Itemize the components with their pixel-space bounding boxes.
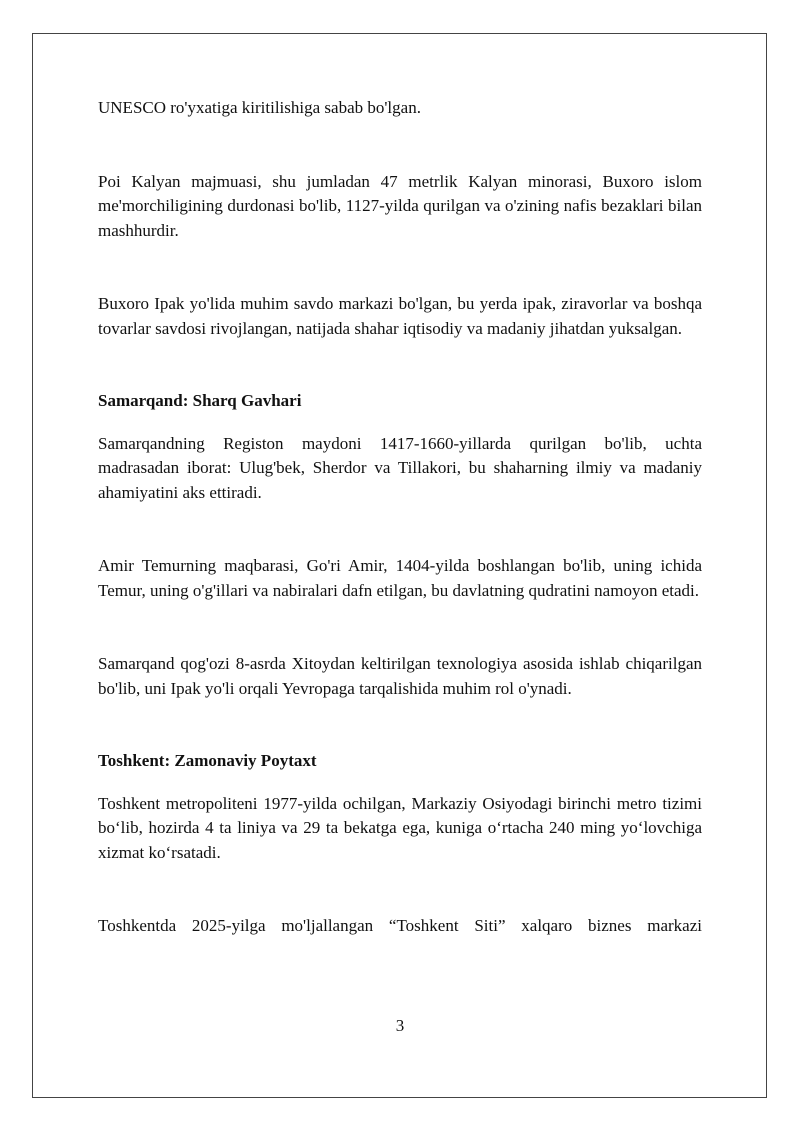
heading-gap [98, 774, 702, 792]
document-body [98, 96, 702, 939]
section-heading-samarqand: Samarqand: Sharq Gavhari [98, 391, 302, 410]
paragraph-toshkent-siti: Toshkentda 2025-yilga mo'ljallangan “Toshkent Siti” xalqaro biznes markazi [98, 916, 702, 935]
paragraph-gap [98, 603, 702, 652]
section-gap [98, 341, 702, 389]
paragraph-gap [98, 243, 702, 292]
paragraph-buxoro-trade: Buxoro Ipak yo'lida muhim savdo markazi bo'lgan, bu yerda ipak, ziravorlar va boshqa tovarlar savdosi rivojlangan, natijada shahar iqtisodiy va madaniy jihatdan yuksalgan. [98, 294, 702, 338]
paragraph-gori-amir: Amir Temurning maqbarasi, Go'ri Amir, 1404-yilda boshlangan bo'lib, uning ichida Temur, uning o'g'illari va nabiralari dafn etilgan, bu davlatning qudratini namoyon etadi. [98, 556, 702, 600]
paragraph-unesco: UNESCO ro'yxatiga kiritilishiga sabab bo'lgan. [98, 98, 421, 117]
section-gap [98, 701, 702, 749]
section-heading-toshkent: Toshkent: Zamonaviy Poytaxt [98, 751, 317, 770]
paragraph-gap [98, 865, 702, 914]
paragraph-gap [98, 121, 702, 170]
paragraph-gap [98, 505, 702, 554]
page-number: 3 [395, 1016, 405, 1035]
paragraph-poi-kalyan: Poi Kalyan majmuasi, shu jumladan 47 metrlik Kalyan minorasi, Buxoro islom me'morchiligining durdonasi bo'lib, 1127-yilda qurilgan va o'zining nafis bezaklari bilan mashhurdir. [98, 171, 702, 240]
paragraph-registon: Samarqandning Registon maydoni 1417-1660-yillarda qurilgan bo'lib, uchta madrasadan iborat: Ulug'bek, Sherdor va Tillakori, bu shaharning ilmiy va madaniy ahamiyatini aks ettiradi. [98, 433, 702, 502]
heading-gap [98, 414, 702, 432]
paragraph-metro: Toshkent metropoliteni 1977-yilda ochilgan, Markaziy Osiyodagi birinchi metro tizimi bo‘lib, hozirda 4 ta liniya va 29 ta bekatga ega, kuniga o‘rtacha 240 ming yo‘lovchiga xizmat ko‘rsatadi. [98, 793, 702, 862]
paragraph-samarqand-paper: Samarqand qog'ozi 8-asrda Xitoydan keltirilgan texnologiya asosida ishlab chiqarilgan bo'lib, uni Ipak yo'li orqali Yevropaga tarqalishida muhim rol o'ynadi. [98, 654, 702, 698]
